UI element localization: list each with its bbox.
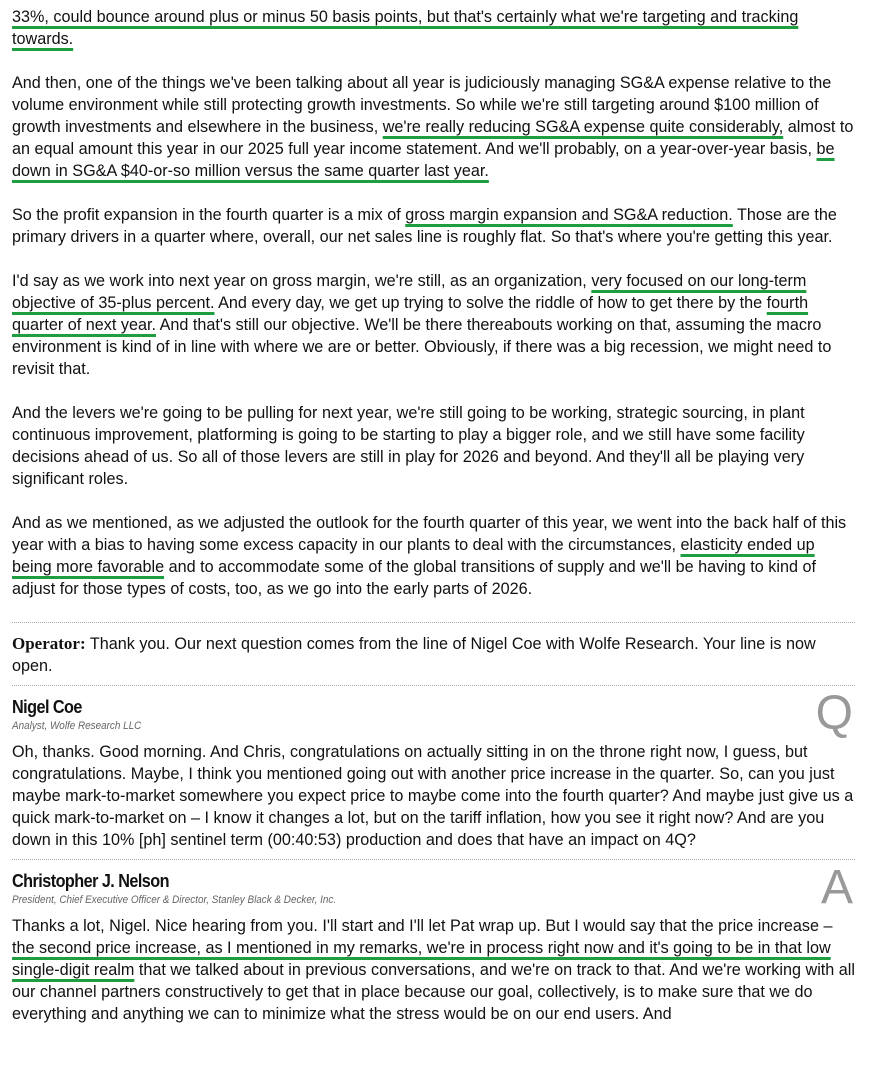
paragraph (12, 72, 855, 182)
text-segment: So the profit expansion in the fourth quarter is a mix of (12, 206, 406, 224)
text-segment: And as we mentioned, as we adjusted the outlook for the fourth quarter of this year, we went into the back half of this year with a bias to having some excess capacity in our plants to deal with the circumstances, (12, 514, 847, 554)
highlighted-text: be down in SG&A $40-or-so million versus the same quarter last year. (12, 140, 835, 180)
text-segment: And the levers we're going to be pulling for next year, we're still going to be working, strategic sourcing, in plant continuous improvement, platforming is going to be starting to play a bigger role, and we still have some facility decisions ahead of us. So all of those levers are still in play for 2026 and beyond. And they'll all be playing very significant roles. (12, 404, 805, 488)
text-segment: Thanks a lot, Nigel. Nice hearing from you. I'll start and I'll let Pat wrap up. But I would say that the price increase – (12, 917, 833, 935)
highlighted-text: 33%, could bounce around plus or minus 50 basis points, but that's certainly what we're targeting and tracking towards. (12, 8, 799, 48)
highlighted-text: gross margin expansion and SG&A reduction. (405, 206, 733, 224)
question-badge: Q (815, 687, 853, 740)
divider (12, 622, 855, 623)
paragraph (12, 741, 855, 851)
highlighted-text: we're really reducing SG&A expense quite considerably, (382, 118, 784, 136)
answer-body (12, 915, 855, 1025)
speaker-header-answer (12, 861, 855, 914)
text-segment: And that's still our objective. We'll be there thereabouts working on that, assuming the macro environment is kind of in line with where we are or better. Obviously, if there was a big recession, we might need to revisit that. (12, 316, 832, 378)
operator-label: Operator: (12, 634, 86, 653)
text-segment: almost to an equal amount this year in our 2025 full year income statement. And we'll probably, on a year-over-year basis, (12, 118, 854, 158)
paragraph (12, 915, 855, 1025)
transcript-body (12, 6, 855, 600)
speaker-title: Analyst, Wolfe Research LLC (12, 720, 142, 732)
text-segment: that we talked about in previous conversations, and we're on track to that. And we're working with all our channel partners constructively to get that in place because our goal, collectively, is to make sure that we do everything and anything we can to minimize what the stress would be on our end users. And (12, 961, 855, 1023)
highlighted-text: the second price increase, as I mentioned in my remarks, we're in process right now and it's going to be in that low single-digit realm (12, 939, 831, 979)
text-segment: Oh, thanks. Good morning. And Chris, congratulations on actually sitting in on the throne right now, I guess, but congratulations. Maybe, I think you mentioned going out with another price increase in the quarter. So, can you just maybe mark-to-market somewhere you expect price to maybe come into the fourth quarter? And maybe just give us a quick mark-to-market on – I know it changes a lot, but on the tariff inflation, how you see it right now? And are you down in this 10% [ph] sentinel term (00:40:53) production and does that have an impact on 4Q? (12, 743, 854, 849)
divider (12, 685, 855, 686)
operator-statement (12, 633, 855, 677)
answer-badge: A (820, 861, 853, 914)
highlighted-text: elasticity ended up being more favorable (12, 536, 815, 576)
question-body (12, 741, 855, 851)
text-segment: Those are the primary drivers in a quarter where, overall, our net sales line is roughly flat. So that's where you're getting this year. (12, 206, 837, 246)
highlighted-text: fourth quarter of next year. (12, 294, 809, 334)
paragraph (12, 512, 855, 600)
text-segment: And then, one of the things we've been talking about all year is judiciously managing SG&A expense relative to the volume environment while still protecting growth investments. So while we're still targeting around $100 million of growth investments and elsewhere in the business, (12, 74, 832, 136)
paragraph (12, 270, 855, 380)
text-segment: I'd say as we work into next year on gross margin, we're still, as an organization, (12, 272, 592, 290)
highlighted-text: very focused on our long-term objective of 35-plus percent. (12, 272, 807, 312)
speaker-title: President, Chief Executive Officer & Director, Stanley Black & Decker, Inc. (12, 894, 337, 906)
text-segment: And every day, we get up trying to solve the riddle of how to get there by the (214, 294, 767, 312)
speaker-name: Nigel Coe (12, 697, 82, 717)
speaker-name: Christopher J. Nelson (12, 871, 169, 891)
operator-text: Thank you. Our next question comes from the line of Nigel Coe with Wolfe Research. Your line is now open. (12, 635, 816, 675)
divider (12, 859, 855, 860)
text-segment: and to accommodate some of the global transitions of supply and we'll be having to kind of adjust for those types of costs, too, as we go into the early parts of 2026. (12, 558, 816, 598)
paragraph (12, 204, 855, 248)
paragraph (12, 402, 855, 490)
speaker-header-question (12, 687, 855, 740)
paragraph (12, 6, 855, 50)
